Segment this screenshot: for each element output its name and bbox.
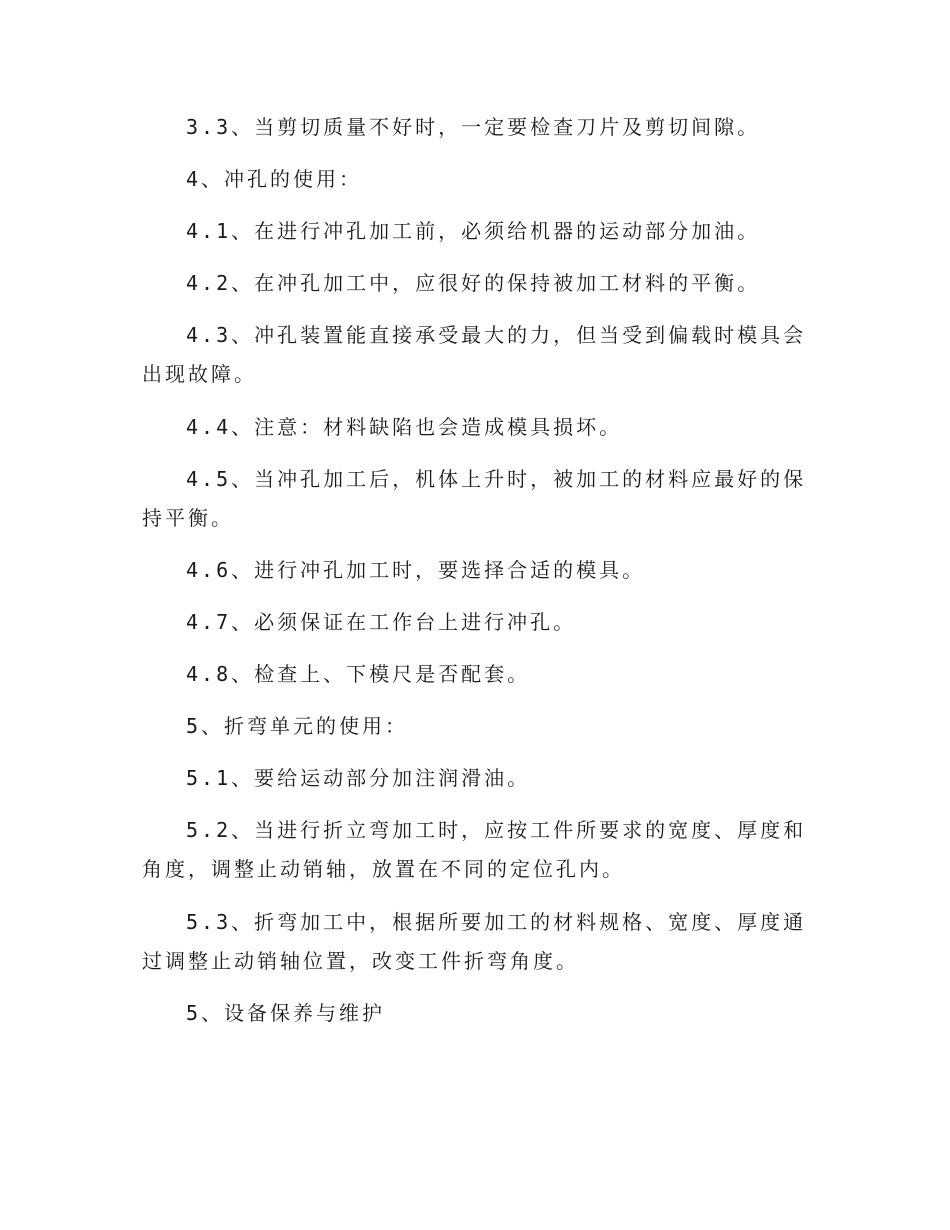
paragraph-5-2: 5.2、当进行折立弯加工时，应按工件所要求的宽度、厚度和角度，调整止动销轴，放置在不同的定位孔内。 <box>142 818 807 881</box>
paragraph-4-3: 4.3、冲孔装置能直接承受最大的力，但当受到偏载时模具会出现故障。 <box>142 323 807 386</box>
paragraph-5-1: 5.1、要给运动部分加注润滑油。 <box>186 766 531 790</box>
paragraph-3-3: 3.3、当剪切质量不好时，一定要检查刀片及剪切间隙。 <box>186 115 761 139</box>
heading-4-punching: 4、冲孔的使用： <box>186 167 363 191</box>
paragraph-4-2: 4.2、在冲孔加工中，应很好的保持被加工材料的平衡。 <box>186 271 761 295</box>
paragraph-4-5: 4.5、当冲孔加工后，机体上升时，被加工的材料应最好的保持平衡。 <box>142 467 807 530</box>
heading-5-maintenance: 5、设备保养与维护 <box>186 1001 386 1025</box>
paragraph-4-7: 4.7、必须保证在工作台上进行冲孔。 <box>186 610 577 634</box>
paragraph-4-6: 4.6、进行冲孔加工时，要选择合适的模具。 <box>186 558 646 582</box>
paragraph-5-3: 5.3、折弯加工中，根据所要加工的材料规格、宽度、厚度通过调整止动销轴位置，改变工件折弯角度。 <box>142 910 807 973</box>
paragraph-4-1: 4.1、在进行冲孔加工前，必须给机器的运动部分加油。 <box>186 219 761 243</box>
paragraph-4-8: 4.8、检查上、下模尺是否配套。 <box>186 662 531 686</box>
paragraph-4-4: 4.4、注意：材料缺陷也会造成模具损坏。 <box>186 415 623 439</box>
heading-5-bending: 5、折弯单元的使用： <box>186 714 409 738</box>
